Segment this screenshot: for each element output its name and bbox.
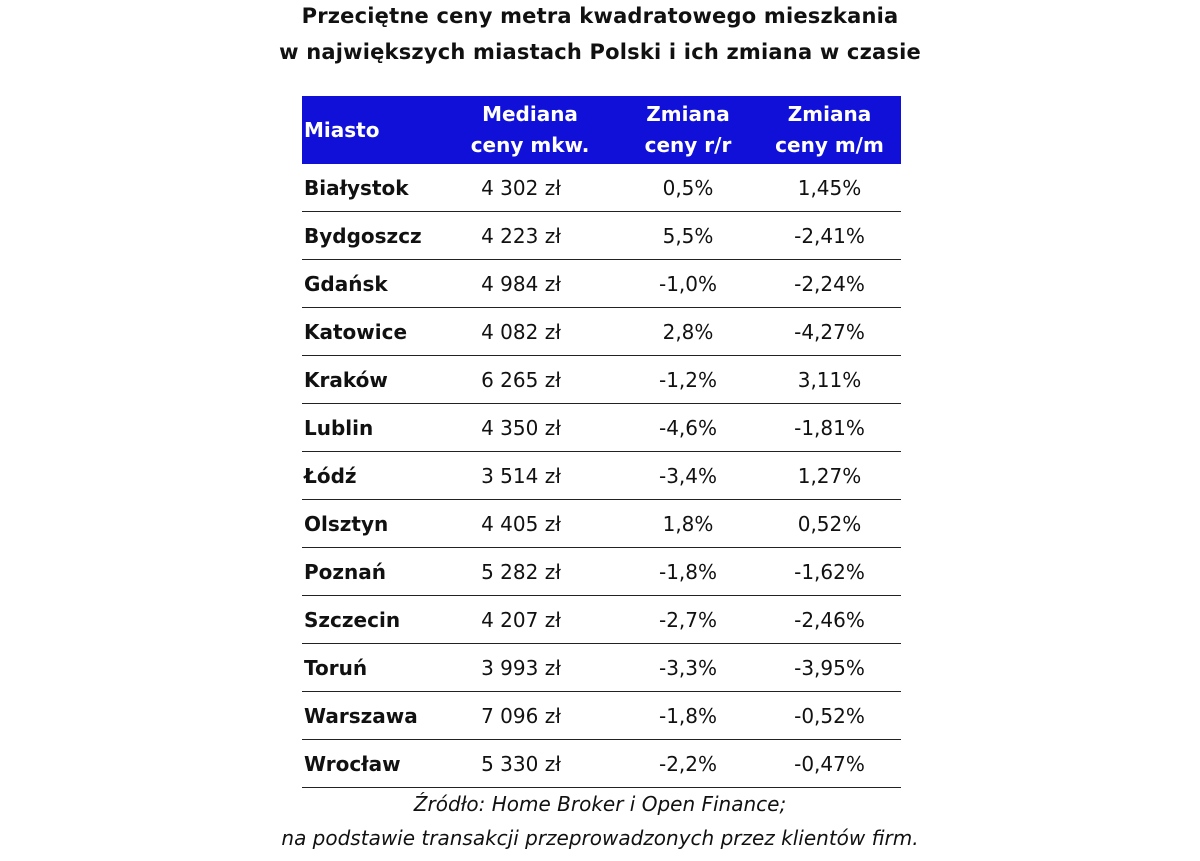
table-row (302, 644, 901, 692)
header-row (302, 96, 901, 164)
cell-median-price: 3 514 zł (442, 452, 618, 500)
cell-median-price: 4 207 zł (442, 596, 618, 644)
cell-change-mom: -2,24% (758, 260, 901, 308)
table-title-line-2: w największych miastach Polski i ich zmiana w czasie (279, 40, 921, 64)
cell-city: Szczecin (302, 596, 442, 644)
cell-change-yoy: -1,8% (618, 548, 758, 596)
table-body (302, 164, 901, 788)
cell-city: Lublin (302, 404, 442, 452)
cell-change-mom: 3,11% (758, 356, 901, 404)
cell-change-yoy: -2,2% (618, 740, 758, 788)
cell-median-price: 4 302 zł (442, 164, 618, 212)
cell-change-mom: -0,47% (758, 740, 901, 788)
cell-median-price: 4 223 zł (442, 212, 618, 260)
cell-change-yoy: -1,8% (618, 692, 758, 740)
cell-city: Wrocław (302, 740, 442, 788)
table-title-line-1: Przeciętne ceny metra kwadratowego mieszkania (301, 4, 899, 28)
column-header-city-line: Miasto (304, 117, 380, 142)
column-header-median-line-1: Mediana (482, 102, 578, 126)
table-row (302, 164, 901, 212)
table-row (302, 212, 901, 260)
cell-change-yoy: -2,7% (618, 596, 758, 644)
table-row (302, 548, 901, 596)
cell-median-price: 5 330 zł (442, 740, 618, 788)
column-header-median-line-2: ceny mkw. (470, 133, 590, 157)
cell-city: Łódź (302, 452, 442, 500)
table-row (302, 500, 901, 548)
table-row (302, 452, 901, 500)
cell-change-mom: -4,27% (758, 308, 901, 356)
cell-change-yoy: -3,4% (618, 452, 758, 500)
cell-change-mom: 0,52% (758, 500, 901, 548)
column-header-median (442, 96, 618, 164)
cell-median-price: 5 282 zł (442, 548, 618, 596)
cell-change-yoy: -1,0% (618, 260, 758, 308)
cell-city: Toruń (302, 644, 442, 692)
table-row (302, 404, 901, 452)
cell-change-mom: -2,41% (758, 212, 901, 260)
cell-change-yoy: -3,3% (618, 644, 758, 692)
cell-change-yoy: 5,5% (618, 212, 758, 260)
cell-change-mom: 1,27% (758, 452, 901, 500)
cell-city: Poznań (302, 548, 442, 596)
cell-change-mom: -2,46% (758, 596, 901, 644)
cell-city: Białystok (302, 164, 442, 212)
cell-change-mom: -1,62% (758, 548, 901, 596)
table-row (302, 596, 901, 644)
column-header-yoy-line-2: ceny r/r (644, 133, 732, 157)
cell-median-price: 7 096 zł (442, 692, 618, 740)
table-row (302, 692, 901, 740)
cell-median-price: 4 984 zł (442, 260, 618, 308)
cell-change-yoy: 0,5% (618, 164, 758, 212)
cell-change-yoy: 2,8% (618, 308, 758, 356)
cell-city: Kraków (302, 356, 442, 404)
cell-median-price: 4 082 zł (442, 308, 618, 356)
source-note-line-1: Źródło: Home Broker i Open Finance; (413, 792, 787, 816)
cell-change-yoy: -1,2% (618, 356, 758, 404)
column-header-yoy-line-1: Zmiana (646, 102, 730, 126)
cell-median-price: 6 265 zł (442, 356, 618, 404)
cell-change-mom: -3,95% (758, 644, 901, 692)
cell-change-mom: -0,52% (758, 692, 901, 740)
cell-change-mom: 1,45% (758, 164, 901, 212)
cell-change-yoy: 1,8% (618, 500, 758, 548)
column-header-yoy (618, 96, 758, 164)
cell-city: Warszawa (302, 692, 442, 740)
cell-median-price: 4 350 zł (442, 404, 618, 452)
table-row (302, 356, 901, 404)
cell-change-yoy: -4,6% (618, 404, 758, 452)
cell-median-price: 3 993 zł (442, 644, 618, 692)
column-header-mom-line-2: ceny m/m (775, 133, 884, 157)
cell-city: Katowice (302, 308, 442, 356)
cell-change-mom: -1,81% (758, 404, 901, 452)
price-table (302, 96, 901, 788)
column-header-city (302, 96, 442, 164)
column-header-mom (758, 96, 901, 164)
column-header-mom-line-1: Zmiana (787, 102, 872, 126)
table-row (302, 308, 901, 356)
cell-city: Olsztyn (302, 500, 442, 548)
cell-city: Bydgoszcz (302, 212, 442, 260)
cell-city: Gdańsk (302, 260, 442, 308)
table-row (302, 260, 901, 308)
cell-median-price: 4 405 zł (442, 500, 618, 548)
source-note-line-2: na podstawie transakcji przeprowadzonych przez klientów firm. (281, 826, 919, 850)
table-row (302, 740, 901, 788)
